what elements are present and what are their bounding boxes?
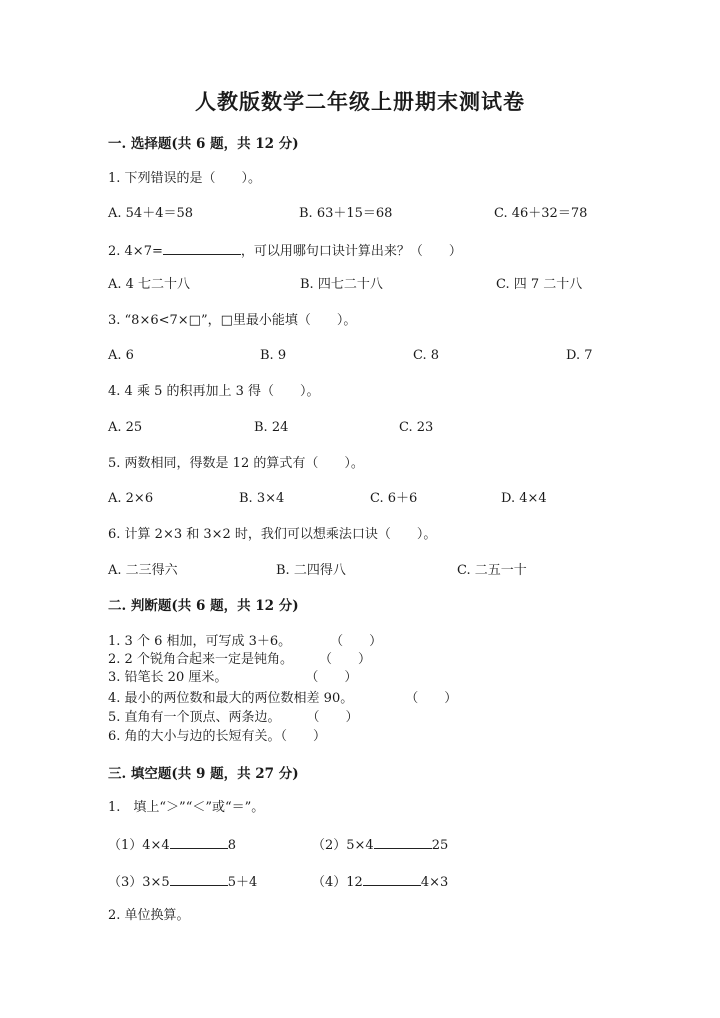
question-5-stem: 5. 两数相同，得数是 12 的算式有（ ）。 bbox=[108, 456, 364, 471]
compare-item-4 bbox=[312, 873, 448, 891]
compare-1-right: 8 bbox=[227, 838, 236, 853]
judge-item-3: 3. 铅笔长 20 厘米。 （ ） bbox=[108, 670, 358, 685]
section-heading-choice: 一. 选择题(共 6 题，共 12 分) bbox=[108, 136, 299, 152]
page-title: 人教版数学二年级上册期末测试卷 bbox=[195, 89, 525, 114]
compare-2-left: （2）5×4 bbox=[312, 838, 374, 853]
compare-2-blank[interactable] bbox=[374, 836, 432, 849]
compare-2-right: 25 bbox=[431, 838, 449, 853]
compare-3-left: （3）3×5 bbox=[108, 875, 170, 890]
judge-item-1: 1. 3 个 6 相加，可写成 3＋6。 （ ） bbox=[108, 634, 383, 649]
compare-1-left: （1）4×4 bbox=[108, 838, 170, 853]
q1-option-b: B. 63＋15＝68 bbox=[299, 206, 393, 221]
q1-option-a: A. 54＋4＝58 bbox=[108, 206, 194, 221]
q2-stem-after: ，可以用哪句口诀计算出来？（ ） bbox=[240, 244, 462, 259]
section-heading-fill-in: 三. 填空题(共 9 题，共 27 分) bbox=[108, 766, 299, 782]
compare-4-left: （4）12 bbox=[312, 875, 363, 890]
compare-item-1 bbox=[108, 836, 236, 854]
compare-3-blank[interactable] bbox=[170, 873, 228, 886]
compare-4-right: 4×3 bbox=[420, 875, 449, 890]
q3-option-c: C. 8 bbox=[413, 348, 440, 363]
question-6-stem: 6. 计算 2×3 和 3×2 时，我们可以想乘法口诀（ ）。 bbox=[108, 527, 437, 542]
judge-item-5: 5. 直角有一个顶点、两条边。 （ ） bbox=[108, 710, 359, 725]
question-3-stem: 3. “8×6<7×□”，□里最小能填（ ）。 bbox=[108, 313, 357, 328]
q3-option-b: B. 9 bbox=[260, 348, 287, 363]
section-heading-true-false: 二. 判断题(共 6 题，共 12 分) bbox=[108, 598, 299, 614]
q5-option-b: B. 3×4 bbox=[239, 491, 285, 506]
compare-item-2 bbox=[312, 836, 448, 854]
fill-question-2-stem: 2. 单位换算。 bbox=[108, 908, 190, 923]
q5-option-d: D. 4×4 bbox=[501, 491, 547, 506]
fill-question-1-stem: 1. 填上“＞”“＜”或“＝”。 bbox=[108, 800, 265, 815]
q4-option-a: A. 25 bbox=[108, 420, 143, 435]
q2-answer-blank[interactable] bbox=[163, 242, 241, 255]
question-4-stem: 4. 4 乘 5 的积再加上 3 得（ ）。 bbox=[108, 384, 320, 399]
q2-option-c: C. 四 7 二十八 bbox=[496, 277, 583, 292]
compare-1-blank[interactable] bbox=[170, 836, 228, 849]
q5-option-c: C. 6＋6 bbox=[370, 491, 418, 506]
q3-option-a: A. 6 bbox=[108, 348, 134, 363]
q2-option-a: A. 4 七二十八 bbox=[108, 277, 191, 292]
compare-3-right: 5＋4 bbox=[227, 875, 258, 890]
judge-item-4: 4. 最小的两位数和最大的两位数相差 90。 （ ） bbox=[108, 691, 458, 706]
q4-option-b: B. 24 bbox=[254, 420, 289, 435]
question-1-stem: 1. 下列错误的是（ ）。 bbox=[108, 171, 262, 186]
compare-4-blank[interactable] bbox=[363, 873, 421, 886]
q5-option-a: A. 2×6 bbox=[108, 491, 154, 506]
q1-option-c: C. 46＋32＝78 bbox=[494, 206, 588, 221]
judge-item-6: 6. 角的大小与边的长短有关。（ ） bbox=[108, 729, 327, 744]
q2-stem-before: 2. 4×7= bbox=[108, 244, 163, 259]
q6-option-c: C. 二五一十 bbox=[457, 563, 527, 578]
question-2-stem bbox=[108, 242, 462, 260]
q6-option-a: A. 二三得六 bbox=[108, 563, 178, 578]
judge-item-2: 2. 2 个锐角合起来一定是钝角。 （ ） bbox=[108, 652, 371, 667]
q6-option-b: B. 二四得八 bbox=[276, 563, 346, 578]
q4-option-c: C. 23 bbox=[399, 420, 434, 435]
q3-option-d: D. 7 bbox=[566, 348, 593, 363]
q2-option-b: B. 四七二十八 bbox=[300, 277, 383, 292]
compare-item-3 bbox=[108, 873, 257, 891]
